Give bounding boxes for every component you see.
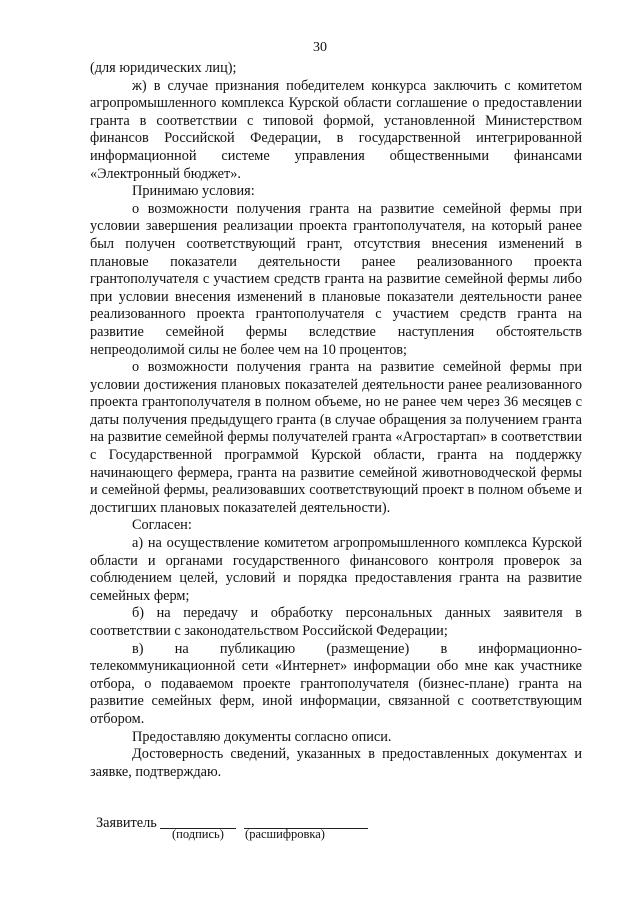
applicant-label: Заявитель — [96, 815, 157, 831]
paragraph-documents-provided: Предоставляю документы согласно описи. — [132, 728, 392, 745]
paragraph-legal-entities: (для юридических лиц); — [90, 60, 237, 76]
paragraph-agreement-clause-zh: ж) в случае признания победителем конкурса заключить с комитетом агропромышленного комплекса Курской области соглашение о предоставлении гранта в соответствии с типовой формой, установленной Министерством финансов Российской Федерации, в государственной интегрированной информационной системе управления общественными финансами «Электронный бюджет». — [90, 77, 582, 182]
paragraph-condition-indicators-achieved: о возможности получения гранта на развитие семейной фермы при условии достижения плановых показателей деятельности ранее реализованного проекта грантополучателя в полном объеме, но не ранее чем через 36 месяцев с даты получения предыдущего гранта (в случае обращения за получением гранта на развитие семейной фермы получателей гранта «Агростартап» в соответствии с Государственной программой Курской области, гранта на поддержку начинающего фермера, гранта на развитие семейной животноводческой фермы и семейной фермы, реализовавших соответствующий проект в полном объеме и достигших плановых показателей деятельности). — [90, 359, 582, 516]
signature-captions — [172, 827, 343, 842]
paragraph-consent-b-personal-data: б) на передачу и обработку персональных данных заявителя в соответствии с законодательством Российской Федерации; — [90, 605, 582, 639]
paragraph-condition-project-completion: о возможности получения гранта на развитие семейной фермы при условии завершения реализации проекта грантополучателя, на который ранее был получен соответствующий грант, отсутствия внесения изменений в плановые показатели деятельности ранее реализованного проекта грантополучателя с участием средств гранта на развитие семейной фермы либо при условии внесения изменений в плановые показатели деятельности ранее реализованного проекта грантополучателя с участием средств гранта на развитие семейной фермы вследствие наступления обстоятельств непреодолимой силы не более чем на 10 процентов; — [90, 200, 582, 358]
document-body — [90, 60, 582, 781]
paragraph-consent-v-publication: в) на публикацию (размещение) в информационно-телекоммуникационной сети «Интернет» информации обо мне как участнике отбора, о подаваемом проекте грантополучателя (бизнес-плане) гранта на развитие семейных ферм, иной информации, связанной с соответствующим отбором. — [90, 640, 582, 727]
page-number: 30 — [313, 40, 327, 55]
paragraph-consent-a-inspections: а) на осуществление комитетом агропромышленного комплекса Курской области и органами государственного финансового контроля проверок за соблюдением целей, условий и порядка предоставления гранта на развитие семейных ферм; — [90, 535, 582, 604]
paragraph-accept-conditions-heading: Принимаю условия: — [132, 183, 255, 200]
paragraph-consent-heading: Согласен: — [132, 517, 192, 534]
decoding-caption: (расшифровка) — [245, 827, 325, 841]
paragraph-reliability-confirmation: Достоверность сведений, указанных в предоставленных документах и заявке, подтверждаю. — [90, 746, 582, 780]
signature-caption: (подпись) — [172, 827, 224, 841]
